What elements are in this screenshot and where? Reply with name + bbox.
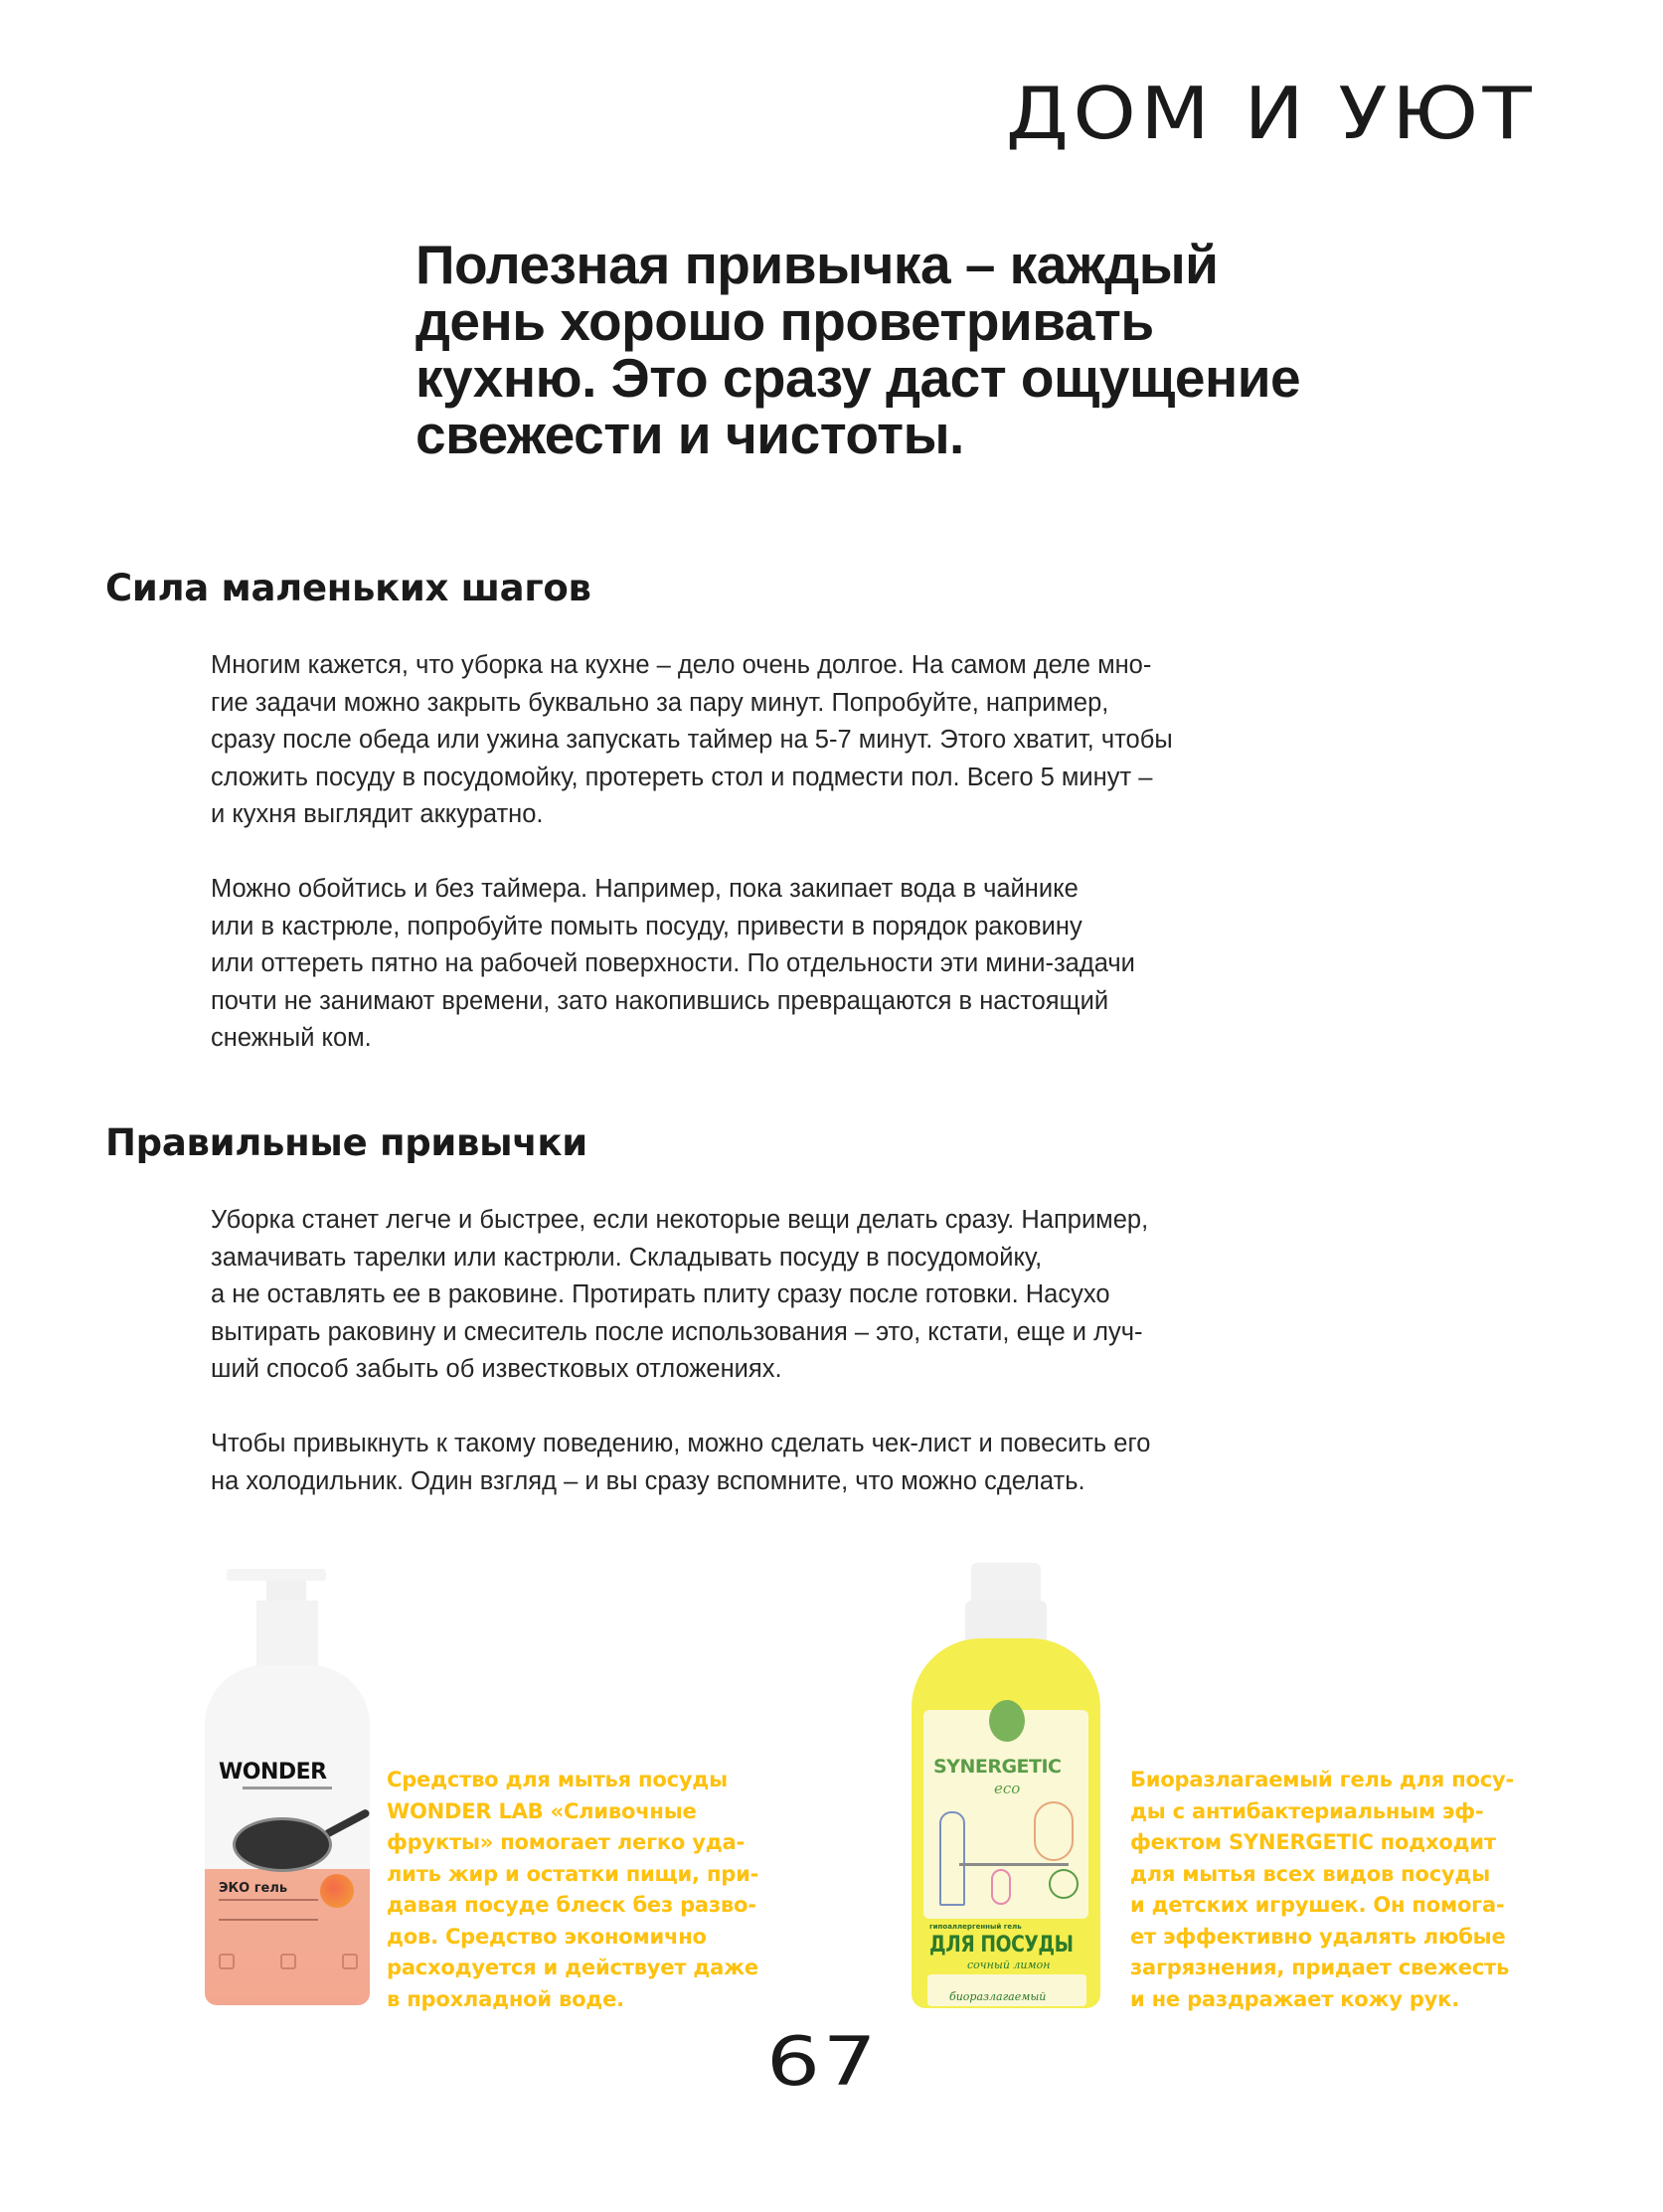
section-title: ДОМ И УЮТ [1005, 72, 1536, 155]
bottle-bio-label: биоразлагаемый [949, 1990, 1047, 2003]
feature-icons [219, 1954, 358, 1973]
caption-line: ды с антибактериальным эф- [1130, 1798, 1484, 1823]
product-caption-synergetic [1130, 1765, 1514, 2015]
caption-line: Средство для мытья посуды [387, 1768, 728, 1791]
caption-line: WONDER LAB «Сливочные [387, 1798, 697, 1823]
bottle-description-lines [219, 1899, 318, 1921]
paragraph [211, 1202, 1354, 1389]
hand-icon [342, 1954, 358, 1969]
text-line: снежный ком. [211, 1024, 372, 1052]
section-heading-right-habits: Правильные привычки [105, 1121, 587, 1164]
product-caption-wonder-lab [387, 1765, 758, 2015]
paragraph [211, 1426, 1354, 1500]
paragraph [211, 871, 1354, 1058]
text-line: Многим кажется, что уборка на кухне – дело очень долгое. На самом деле мно- [211, 651, 1152, 679]
bottle-brand: WONDER [219, 1760, 327, 1785]
pan-graphic [233, 1817, 332, 1872]
product-image-synergetic [900, 1531, 1113, 2013]
pump-head [227, 1569, 326, 1581]
lead-line: день хорошо проветривать [416, 290, 1154, 352]
lead-line: Полезная привычка – каждый [416, 234, 1219, 295]
paragraph [211, 647, 1354, 834]
caption-line: для мытья всех видов посуды [1130, 1861, 1490, 1886]
caption-line: фектом SYNERGETIC подходит [1130, 1830, 1496, 1854]
caption-line: дов. Средство экономично [387, 1924, 707, 1949]
caption-line: и не раздражает кожу рук. [1130, 1986, 1459, 2011]
text-line: Можно обойтись и без таймера. Например, пока закипает вода в чайнике [211, 875, 1079, 903]
product-image-wonder-lab [195, 1536, 384, 2008]
lead-line: кухню. Это сразу даст ощущение [416, 347, 1301, 409]
eco-stamp-icon [1049, 1869, 1079, 1899]
text-line: а не оставлять ее в раковине. Протирать плиту сразу после готовки. Насухо [211, 1280, 1110, 1308]
caption-line: в прохладной воде. [387, 1986, 624, 2011]
lead-quote [416, 234, 1569, 465]
caption-line: лить жир и остатки пищи, при- [387, 1861, 759, 1886]
leaf-logo-icon [989, 1700, 1025, 1742]
bottle-eco-mark: eco [994, 1780, 1021, 1797]
caption-line: и детских игрушек. Он помога- [1130, 1893, 1505, 1917]
caption-line: фрукты» помогает легко уда- [387, 1830, 745, 1854]
text-line: Чтобы привыкнуть к такому поведению, можно сделать чек-лист и повесить его [211, 1430, 1151, 1457]
bottle-neck [256, 1601, 318, 1675]
fruit-icon [320, 1874, 354, 1908]
caption-line: загрязнения, придает свежесть [1130, 1956, 1510, 1979]
lead-line: свежести и чистоты. [416, 404, 964, 465]
text-line: ший способ забыть об известковых отложениях. [211, 1355, 782, 1383]
text-line: вытирать раковину и смеситель после использования – это, кстати, еще и луч- [211, 1317, 1143, 1346]
bottle-title: ДЛЯ ПОСУДЫ [929, 1933, 1074, 1957]
pump-neck [266, 1581, 306, 1601]
page-number: 67 [766, 2023, 880, 2102]
bottle-tagline [243, 1787, 332, 1789]
caption-line: расходуется и действует даже [387, 1956, 758, 1979]
text-line: гие задачи можно закрыть буквально за пару минут. Попробуйте, например, [211, 688, 1109, 717]
text-line: или в кастрюле, попробуйте помыть посуду, привести в порядок раковину [211, 912, 1082, 940]
text-line: и кухня выглядит аккуратно. [211, 800, 544, 828]
badge-icon [219, 1954, 235, 1969]
caption-line: ет эффективно удалять любые [1130, 1924, 1506, 1949]
bottle-flavor: сочный лимон [967, 1958, 1051, 1971]
bottle-product-type: гипоаллергенный гель [929, 1923, 1022, 1931]
bottle-product-type: ЭКО гель [219, 1881, 288, 1896]
section-heading-small-steps: Сила маленьких шагов [105, 567, 591, 609]
text-line: на холодильник. Один взгляд – и вы сразу вспомните, что можно сделать. [211, 1466, 1085, 1495]
text-line: замачивать тарелки или кастрюли. Складывать посуду в посудомойку, [211, 1243, 1043, 1272]
bottle-brand: SYNERGETIC [933, 1756, 1062, 1778]
shine-icon [280, 1954, 296, 1969]
text-line: Уборка станет легче и быстрее, если некоторые вещи делать сразу. Например, [211, 1206, 1149, 1234]
text-line: сложить посуду в посудомойку, протереть стол и подмести пол. Всего 5 минут – [211, 763, 1153, 791]
text-line: или оттереть пятно на рабочей поверхности. По отдельности эти мини-задачи [211, 949, 1135, 977]
text-line: сразу после обеда или ужина запускать таймер на 5-7 минут. Этого хватит, чтобы [211, 726, 1173, 754]
caption-line: давая посуде блеск без разво- [387, 1893, 756, 1917]
caption-line: Биоразлагаемый гель для посу- [1130, 1768, 1514, 1791]
text-line: почти не занимают времени, зато накопившись превращаются в настоящий [211, 986, 1109, 1015]
